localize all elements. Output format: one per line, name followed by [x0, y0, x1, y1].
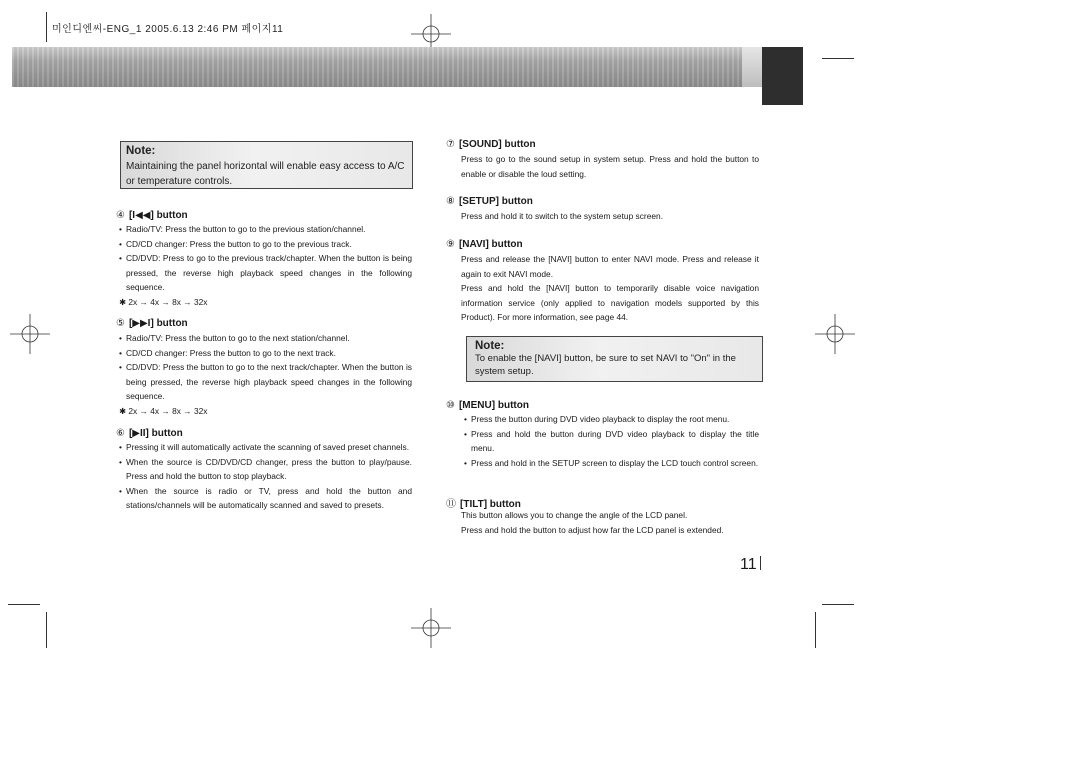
section-body — [463, 412, 759, 470]
crop-mark — [46, 612, 47, 648]
section-heading — [446, 239, 523, 250]
list-item: • Press and hold in the SETUP screen to display the LCD touch control screen. — [463, 456, 759, 471]
list-item: • CD/DVD: Press the button to go to the next track/chapter. When the button is being pressed, the reverse high playback speed changes in the following sequence. — [118, 360, 412, 404]
list-item: • CD/CD changer: Press the button to go to the previous track. — [118, 237, 412, 252]
section-number: ⑧ — [446, 196, 455, 207]
section-body — [461, 252, 759, 325]
section-heading — [446, 196, 533, 207]
note-text: To enable the [NAVI] button, be sure to set NAVI to "On" in the system setup. — [475, 353, 736, 377]
paragraph: Press and release the [NAVI] button to enter NAVI mode. Press and release it again to exit NAVI mode. — [461, 254, 759, 279]
section-number: ⑦ — [446, 139, 455, 150]
section-title: [MENU] button — [458, 400, 529, 411]
section-body — [118, 222, 412, 309]
section-title: [NAVI] button — [458, 239, 523, 250]
list-item: • When the source is CD/DVD/CD changer, press the button to play/pause. Press and hold the button to stop playback. — [118, 455, 412, 484]
section-heading — [116, 210, 188, 221]
section-title: [I◀◀] button — [128, 210, 188, 221]
crop-mark — [815, 612, 816, 648]
speed-sequence: ✱ 2x → 4x → 8x → 32x — [119, 405, 208, 416]
section-body — [118, 331, 412, 418]
speed-sequence: ✱ 2x → 4x → 8x → 32x — [119, 296, 208, 307]
header-banner-tab — [742, 47, 762, 87]
print-header: 미인디엔씨-ENG_1 2005.6.13 2:46 PM 페이지11 — [52, 24, 284, 35]
header-banner — [12, 47, 742, 87]
section-number: ④ — [116, 210, 125, 221]
chapter-tab-block — [762, 47, 803, 105]
section-title: [TILT] button — [460, 499, 521, 510]
section-title: [SETUP] button — [458, 196, 533, 207]
section-body: Press and hold it to switch to the system setup screen. — [461, 211, 664, 221]
list-item: • CD/DVD: Press to go to the previous track/chapter. When the button is being pressed, the reverse high playback speed changes in the following sequence. — [118, 251, 412, 295]
list-item: • Radio/TV: Press the button to go to the previous station/channel. — [118, 222, 412, 237]
paragraph: This button allows you to change the angle of the LCD panel. — [461, 510, 688, 520]
section-title: [▶▶I] button — [128, 318, 188, 329]
registration-mark-icon — [10, 314, 50, 354]
section-body: Press to go to the sound setup in system setup. Press and hold the button to enable or disable the loud setting. — [461, 154, 759, 179]
crop-mark — [822, 604, 854, 605]
paragraph: Press and hold the [NAVI] button to temporarily disable voice navigation information service (only applied to navigation models supported by this Product). For more information, see page 44. — [461, 283, 759, 322]
section-heading — [446, 139, 536, 150]
page-number: 11 — [740, 556, 757, 573]
section-title: [▶II] button — [128, 428, 183, 439]
list-item: • Press and hold the button during DVD video playback to display the title menu. — [463, 427, 759, 456]
crop-mark — [822, 58, 854, 59]
registration-mark-icon — [411, 608, 451, 648]
crop-mark — [46, 12, 47, 42]
list-item: • When the source is radio or TV, press and hold the button and stations/channels will be automatically scanned and saved to presets. — [118, 484, 412, 513]
section-number: ⑩ — [446, 400, 455, 411]
section-body — [118, 440, 412, 513]
section-heading — [116, 318, 188, 329]
list-item: • Press the button during DVD video playback to display the root menu. — [463, 412, 759, 427]
note-title: Note: — [126, 145, 156, 157]
section-heading — [446, 400, 529, 411]
section-title: [SOUND] button — [458, 139, 536, 150]
registration-mark-icon — [815, 314, 855, 354]
section-body — [461, 508, 761, 537]
section-heading — [116, 428, 183, 439]
note-text: Maintaining the panel horizontal will enable easy access to A/C or temperature controls. — [126, 161, 405, 187]
section-number: ⑪ — [446, 499, 456, 510]
list-item: • Radio/TV: Press the button to go to the next station/channel. — [118, 331, 412, 346]
section-number: ⑥ — [116, 428, 125, 439]
section-number: ⑤ — [116, 318, 125, 329]
page-number-divider — [760, 556, 761, 570]
note-title: Note: — [475, 340, 505, 352]
list-item: • CD/CD changer: Press the button to go to the next track. — [118, 346, 412, 361]
list-item: • Pressing it will automatically activate the scanning of saved preset channels. — [118, 440, 412, 455]
paragraph: Press and hold the button to adjust how far the LCD panel is extended. — [461, 524, 724, 535]
crop-mark — [8, 604, 40, 605]
section-number: ⑨ — [446, 239, 455, 250]
